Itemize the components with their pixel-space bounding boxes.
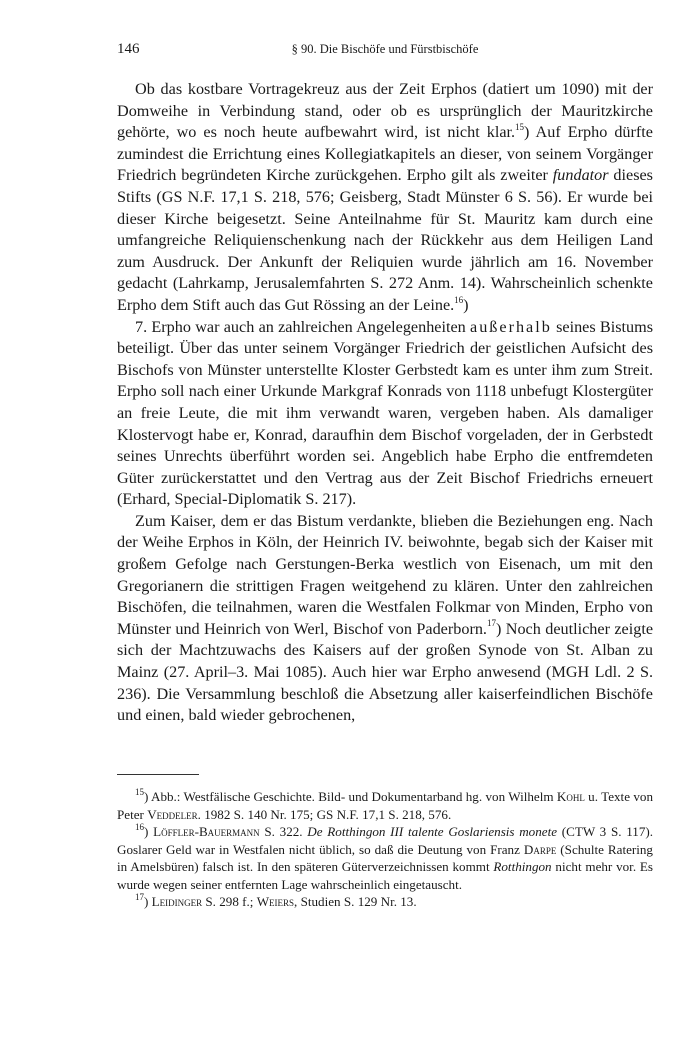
footnote-separator <box>117 774 199 775</box>
footnote-ref-15[interactable]: 15 <box>515 121 525 132</box>
footnote-ref-17[interactable]: 17 <box>486 618 496 629</box>
footnote-ref-16[interactable]: 16 <box>454 294 464 305</box>
spaced-emphasis: außerhalb <box>470 317 552 336</box>
latin-term: fundator <box>552 166 609 185</box>
footnote-16: $^{16}$) Löffler-Bauermann S. 322. De Rotthingon III talente Goslariensis monete (CTW 3 S. 117). Goslarer Geld war in Westfalen nicht üblich, so daß die Deutung von Franz Darpe (Schulte Ratering in Amelsbüren) falsch ist. In den späteren Güterverzeichnissen kommt Rotthingon nicht mehr vor. Es wurde wegen seiner entfernten Lage wahrscheinlich eingetauscht. <box>117 821 653 892</box>
paragraph-3: Zum Kaiser, dem er das Bistum verdankte, blieben die Beziehungen eng. Nach der Weihe Erphos in Köln, der Heinrich IV. beiwohnte, begab sich der Kaiser mit großem Gefolge nach Gerstungen-Berka westlich von Eisenach, um mit den Gregorianern die strittigen Fragen weitgehend zu klären. Unter den zahlreichen Bischöfen, die teilnahmen, waren die Westfalen Folkmar von Minden, Erpho von Münster und Heinrich von Werl, Bischof von Paderborn.$^{17}$) Noch deutlicher zeigte sich der Machtzuwachs des Kaisers auf der großen Synode von St. Alban zu Mainz (27. April–3. Mai 1085). Auch hier war Erpho anwesend (MGH Ldl. 2 S. 236). Die Versammlung beschloß die Absetzung aller kaiserfeindlichen Bischöfe und einen, bald wieder gebrochenen, <box>117 511 653 725</box>
page-number: 146 <box>117 41 140 57</box>
paragraph-2: 7. Erpho war auch an zahlreichen Angelegenheiten außerhalb seines Bistums beteiligt. Über das unter seinem Vorgänger Friedrich der geistlichen Aufsicht des Bischofs von Münster unterstellte Kloster Gerbstedt kam es unter ihm zum Streit. Erpho soll nach einer Urkunde Markgraf Konrads von 1118 unbefugt Klostergüter an freie Leute, die mit ihm verwandt waren, vergeben haben. Als damaliger Klostervogt habe er, Konrad, daraufhin dem Bischof vorgeladen, der in Gerbstedt seines Unrechts überführt worden sei. Angeblich habe Erpho die entfremdeten Güter zurückerstattet und den Vertrag aus der Zeit Bischof Friedrichs erneuert (Erhard, Special-Diplomatik S. 217). <box>117 317 654 509</box>
footnotes <box>117 788 653 911</box>
paragraph-1: Ob das kostbare Vortragekreuz aus der Zeit Erphos (datiert um 1090) mit der Domweihe in Verbindung stand, oder ob es ursprünglich der Mauritzkirche gehörte, wo es noch heute aufbewahrt wird, ist nicht klar.$^{15}$) Auf Erpho dürfte zumindest die Errichtung eines Kollegiatkapitels an dieser, von seinem Vorgänger Friedrich begründeten Kirche zurückgehen. Erpho gilt als zweiter fundator dieses Stifts (GS N.F. 17,1 S. 218, 576; Geisberg, Stadt Münster 6 S. 56). Er wurde bei dieser Kirche beigesetzt. Seine Anteilnahme für St. Mauritz kam durch eine umfangreiche Reliquienschenkung nach der Rückkehr aus dem Heiligen Land zum Ausdruck. Der Ankunft der Reliquien wurde jährlich am 16. November gedacht (Lahrkamp, Jerusalemfahrten S. 272 Anm. 14). Wahrscheinlich schenkte Erpho dem Stift auch das Gut Rössing an der Leine.$^{16}$) <box>117 80 653 314</box>
footnote-17: $^{17}$) Leidinger S. 298 f.; Weiers, Studien S. 129 Nr. 13. <box>135 891 417 909</box>
footnote-15: $^{15}$) Abb.: Westfälische Geschichte. Bild- und Dokumentarband hg. von Wilhelm Kohl u. Texte von Peter Veddeler. 1982 S. 140 Nr. 175; GS N.F. 17,1 S. 218, 576. <box>117 786 653 822</box>
running-title: § 90. Die Bischöfe und Fürstbischöfe <box>291 42 479 56</box>
page-header <box>117 41 653 61</box>
main-text <box>117 79 653 727</box>
